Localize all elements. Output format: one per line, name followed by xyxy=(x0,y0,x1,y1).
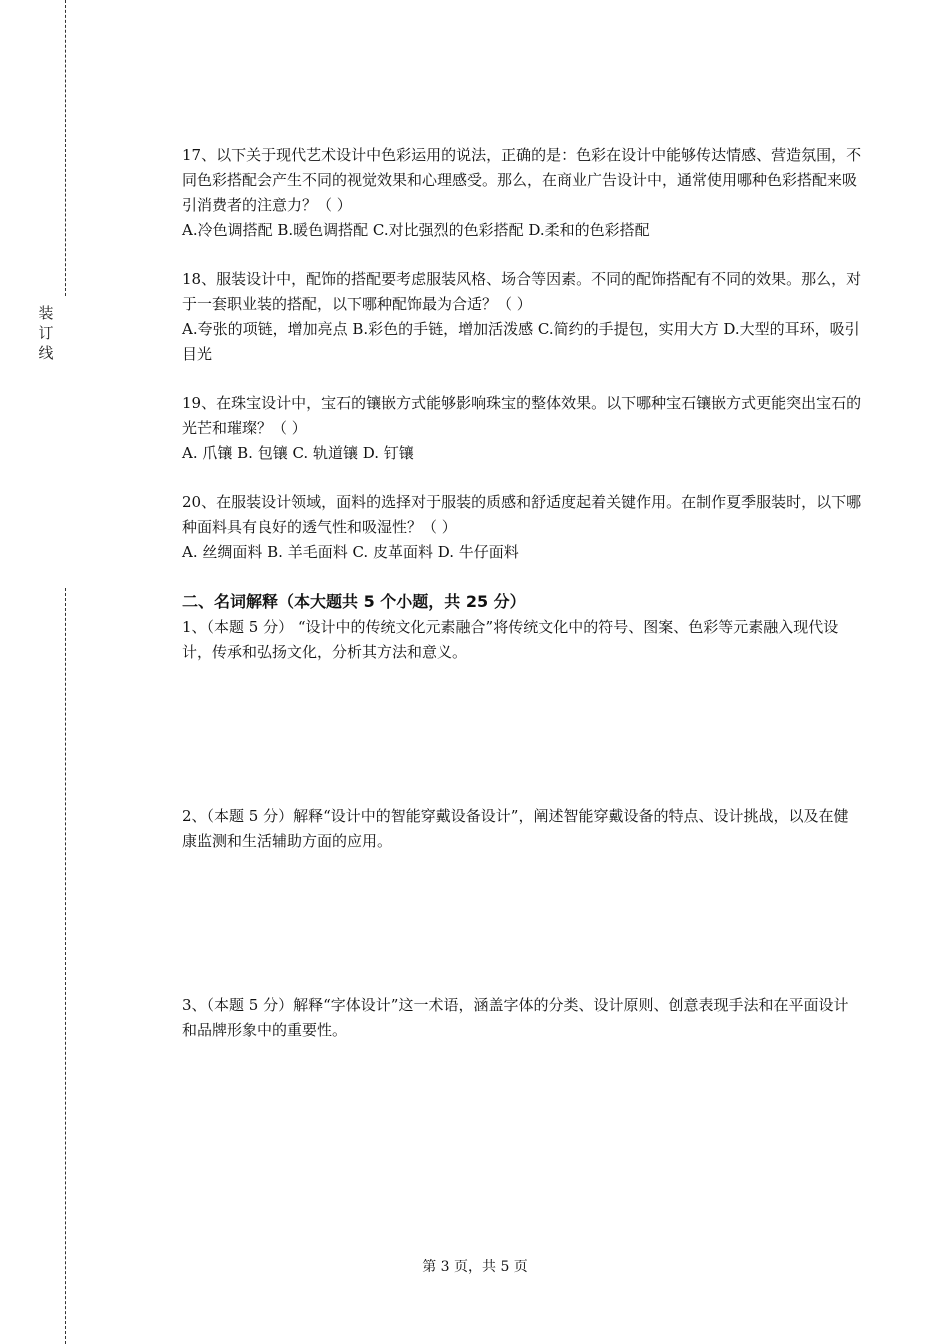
question-stem: 19、在珠宝设计中，宝石的镶嵌方式能够影响珠宝的整体效果。以下哪种宝石镶嵌方式更能突出宝石的光芒和璀璨？（ ） xyxy=(182,394,862,437)
term-question-1 xyxy=(182,615,862,665)
term-question-text: 2、（本题 5 分）解释“设计中的智能穿戴设备设计”，阐述智能穿戴设备的特点、设计挑战，以及在健康监测和生活辅助方面的应用。 xyxy=(182,807,849,850)
question-20 xyxy=(182,490,862,565)
binding-char: 订 xyxy=(38,324,54,342)
question-18 xyxy=(182,267,862,367)
term-question-text: 3、（本题 5 分）解释“字体设计”这一术语，涵盖字体的分类、设计原则、创意表现手法和在平面设计和品牌形象中的重要性。 xyxy=(182,996,849,1039)
question-options: A. 丝绸面料 B. 羊毛面料 C. 皮革面料 D. 牛仔面料 xyxy=(182,543,519,561)
page-content xyxy=(182,143,862,1043)
question-stem: 17、以下关于现代艺术设计中色彩运用的说法，正确的是：色彩在设计中能够传达情感、营造氛围，不同色彩搭配会产生不同的视觉效果和心理感受。那么，在商业广告设计中，通常使用哪种色彩搭配来吸引消费者的注意力？（ ） xyxy=(182,146,862,214)
question-options: A.冷色调搭配 B.暖色调搭配 C.对比强烈的色彩搭配 D.柔和的色彩搭配 xyxy=(182,221,650,239)
question-19 xyxy=(182,391,862,466)
binding-line-bottom xyxy=(65,588,66,1344)
binding-line-top xyxy=(65,0,66,296)
term-question-3 xyxy=(182,993,862,1043)
question-stem: 18、服装设计中，配饰的搭配要考虑服装风格、场合等因素。不同的配饰搭配有不同的效果。那么，对于一套职业装的搭配，以下哪种配饰最为合适？（ ） xyxy=(182,270,862,313)
binding-char: 线 xyxy=(38,344,54,362)
question-options: A.夸张的项链，增加亮点 B.彩色的手链，增加活泼感 C.简约的手提包，实用大方 D.大型的耳环，吸引目光 xyxy=(182,320,860,363)
term-question-2 xyxy=(182,804,862,854)
section-title: 二、名词解释（本大题共 5 个小题，共 25 分） xyxy=(182,592,526,611)
question-17 xyxy=(182,143,862,243)
binding-label xyxy=(38,303,54,363)
question-options: A. 爪镶 B. 包镶 C. 轨道镶 D. 钉镶 xyxy=(182,444,414,462)
question-stem: 20、在服装设计领域，面料的选择对于服装的质感和舒适度起着关键作用。在制作夏季服装时，以下哪种面料具有良好的透气性和吸湿性？（ ） xyxy=(182,493,862,536)
page-number: 第 3 页，共 5 页 xyxy=(422,1259,528,1275)
binding-char: 装 xyxy=(38,304,54,322)
term-question-text: 1、（本题 5 分） “设计中的传统文化元素融合”将传统文化中的符号、图案、色彩等元素融入现代设计，传承和弘扬文化，分析其方法和意义。 xyxy=(182,618,839,661)
